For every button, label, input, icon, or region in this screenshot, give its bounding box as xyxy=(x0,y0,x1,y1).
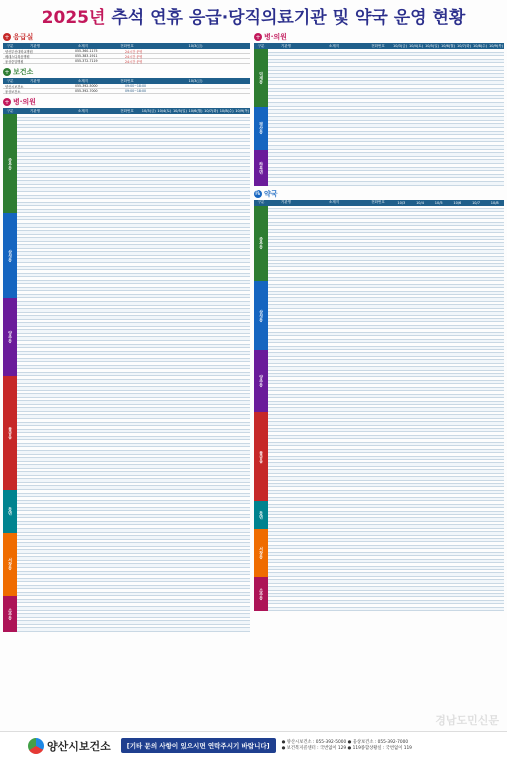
column-header: 기관명 xyxy=(29,43,41,48)
footer xyxy=(0,731,507,759)
phone-cell: 055-392-7000 xyxy=(75,89,98,93)
page-title xyxy=(42,3,466,28)
region-rows xyxy=(17,114,250,213)
column-header: 10/9(목) xyxy=(489,43,503,48)
emergency-title: 응급실 xyxy=(13,33,34,41)
column-header: 10/5 xyxy=(434,200,443,205)
hours-cell: 09:00~18:00 xyxy=(125,89,147,93)
column-header: 10/3(금) xyxy=(141,108,156,113)
watermark: 경남도민신문 xyxy=(435,714,499,727)
facility-name-cell: 웅상보건소 xyxy=(5,89,21,94)
facility-name-cell: 양산시보건소 xyxy=(5,84,24,89)
region-label: 중부동 xyxy=(254,206,268,282)
column-header: 10/4(토) xyxy=(409,43,423,48)
logo-text: 양산시보건소 xyxy=(47,739,111,753)
region-rows xyxy=(268,412,504,501)
region-rows xyxy=(268,529,504,577)
region-rows xyxy=(17,213,250,298)
region-label: 소주동 xyxy=(3,596,17,631)
region-rows xyxy=(268,206,504,282)
region-block xyxy=(3,596,250,631)
pharmacy-section-header xyxy=(254,189,504,199)
region-label: 동면 xyxy=(254,501,268,529)
region-block xyxy=(3,213,250,298)
health-center-title: 보건소 xyxy=(13,68,34,76)
title-text: 추석 연휴 응급·당직의료기관 및 약국 운영 현황 xyxy=(105,7,466,28)
column-header: 기관명 xyxy=(29,78,41,83)
hours-cell: 24시간 운영 xyxy=(125,54,143,59)
region-rows xyxy=(17,490,250,533)
table-row xyxy=(3,89,250,94)
region-block xyxy=(3,533,250,597)
phone-cell: 055-383-1911 xyxy=(75,54,98,58)
column-header: 10/8(수) xyxy=(219,108,234,113)
region-rows xyxy=(268,501,504,529)
column-header: 10/3(금) xyxy=(188,78,203,83)
clinic-left-title: 병·의원 xyxy=(13,98,36,106)
region-label: 동면 xyxy=(3,490,17,533)
region-label: 물금읍 xyxy=(3,376,17,490)
column-header: 전화번호 xyxy=(371,43,385,48)
column-header: 10/3(금) xyxy=(188,43,203,48)
column-header: 기관명 xyxy=(280,43,292,48)
column-header: 10/4(토) xyxy=(157,108,172,113)
region-block xyxy=(254,412,504,501)
column-header: 전화번호 xyxy=(120,43,134,48)
column-header: 10/3(금) xyxy=(393,43,407,48)
region-label: 서창동 xyxy=(254,529,268,577)
column-header: 10/6(월) xyxy=(441,43,455,48)
column-header: 기관명 xyxy=(29,108,41,113)
region-label: 물금읍 xyxy=(254,412,268,501)
region-rows xyxy=(268,577,504,611)
health-center-table xyxy=(3,78,250,94)
region-block xyxy=(3,490,250,533)
hours-cell: 24시간 운영 xyxy=(125,59,143,64)
column-header: 소재지 xyxy=(77,108,89,113)
clinic-left-section-header xyxy=(3,97,250,107)
column-header: 10/7(화) xyxy=(204,108,219,113)
region-label: 하북면 xyxy=(254,150,268,186)
phone-cell: 055-372-7119 xyxy=(75,59,98,63)
region-rows xyxy=(268,107,504,150)
column-header: 구분 xyxy=(6,78,14,83)
pill-icon: ℞ xyxy=(255,190,261,198)
region-block xyxy=(254,350,504,412)
right-column xyxy=(254,32,504,611)
hours-cell: 24시간 운영 xyxy=(125,49,143,54)
column-header: 소재지 xyxy=(77,43,89,48)
table-row xyxy=(3,59,250,64)
column-header: 소재지 xyxy=(328,200,340,205)
table-row xyxy=(268,182,504,186)
region-block xyxy=(254,501,504,529)
region-rows xyxy=(17,298,250,376)
left-column xyxy=(3,32,250,632)
emergency-table xyxy=(3,43,250,64)
contact-line: ● 보건복지콜센터 : 국번없이 129 ● 119종합상황실 : 국번없이 119 xyxy=(281,745,412,751)
region-label: 양주동 xyxy=(254,350,268,412)
column-header: 10/5(일) xyxy=(425,43,439,48)
column-header: 기관명 xyxy=(280,200,292,205)
region-block xyxy=(254,577,504,611)
logo xyxy=(28,738,111,754)
region-block xyxy=(3,376,250,490)
region-label: 덕계동 xyxy=(254,49,268,107)
region-block xyxy=(254,150,504,186)
column-header: 10/7(화) xyxy=(457,43,471,48)
column-header: 10/5(일) xyxy=(172,108,187,113)
column-header: 구분 xyxy=(6,43,14,48)
hospital-icon: + xyxy=(4,98,10,106)
phone-cell: 055-392-5000 xyxy=(75,84,98,88)
health-center-icon: + xyxy=(4,68,10,76)
notice-banner: [기타 문의 사항이 있으시면 연락주시기 바랍니다] xyxy=(121,738,276,753)
table-row xyxy=(17,628,250,632)
region-label: 소주동 xyxy=(254,577,268,611)
region-rows xyxy=(17,533,250,597)
column-header: 구분 xyxy=(257,200,265,205)
region-label: 중부동 xyxy=(3,114,17,213)
column-header: 10/8 xyxy=(490,200,499,205)
facility-name-cell: 웅상중앙병원 xyxy=(5,59,24,64)
emergency-icon: + xyxy=(4,33,10,41)
region-rows xyxy=(17,596,250,631)
title-bar xyxy=(0,0,507,30)
column-header: 전화번호 xyxy=(120,78,134,83)
column-header: 구분 xyxy=(6,108,14,113)
region-rows xyxy=(268,350,504,412)
hospital-icon: + xyxy=(255,33,261,41)
contact-line: ● 양산시보건소 : 055-392-5000 ● 웅상보건소 : 055-392-7000 xyxy=(281,739,409,745)
column-header: 10/7 xyxy=(472,200,480,205)
region-label: 삼성동 xyxy=(254,281,268,350)
pharmacy-title: 약국 xyxy=(264,189,278,198)
region-block xyxy=(254,529,504,577)
region-rows xyxy=(268,49,504,107)
region-label: 평산동 xyxy=(254,107,268,150)
region-block xyxy=(254,49,504,107)
region-block xyxy=(3,298,250,376)
region-label: 삼성동 xyxy=(3,213,17,298)
column-header: 10/9(목) xyxy=(235,108,250,113)
clinic-left-table xyxy=(3,108,250,632)
region-rows xyxy=(17,376,250,490)
column-header: 10/4 xyxy=(416,200,424,205)
facility-name-cell: 양산부산대학교병원 xyxy=(5,49,33,54)
column-header: 10/3 xyxy=(397,200,406,205)
clinic-right-title: 병·의원 xyxy=(264,33,287,41)
table-row xyxy=(268,608,504,611)
region-block xyxy=(254,281,504,350)
region-label: 서창동 xyxy=(3,533,17,597)
region-block xyxy=(3,114,250,213)
clinic-right-table xyxy=(254,43,504,186)
column-header: 소재지 xyxy=(77,78,89,83)
region-rows xyxy=(268,150,504,186)
column-header: 전화번호 xyxy=(120,108,134,113)
region-label: 양주동 xyxy=(3,298,17,376)
region-block xyxy=(254,107,504,150)
column-header: 구분 xyxy=(257,43,265,48)
emergency-section-header xyxy=(3,32,250,42)
title-year: 2025년 xyxy=(41,7,106,28)
column-header: 전화번호 xyxy=(371,200,385,205)
hours-cell: 09:00~18:00 xyxy=(125,84,147,88)
region-block xyxy=(254,206,504,282)
clinic-right-section-header xyxy=(254,32,504,42)
facility-name-cell: 베데스다복음병원 xyxy=(5,54,30,59)
pharmacy-table xyxy=(254,200,504,612)
contacts xyxy=(282,740,412,752)
health-section-header xyxy=(3,67,250,77)
region-rows xyxy=(268,281,504,350)
column-header: 10/8(수) xyxy=(473,43,487,48)
column-header: 10/6(월) xyxy=(188,108,203,113)
phone-cell: 055-360-1175 xyxy=(75,49,98,53)
column-header: 소재지 xyxy=(328,43,340,48)
column-header: 10/6 xyxy=(453,200,462,205)
city-logo-icon xyxy=(28,738,44,754)
